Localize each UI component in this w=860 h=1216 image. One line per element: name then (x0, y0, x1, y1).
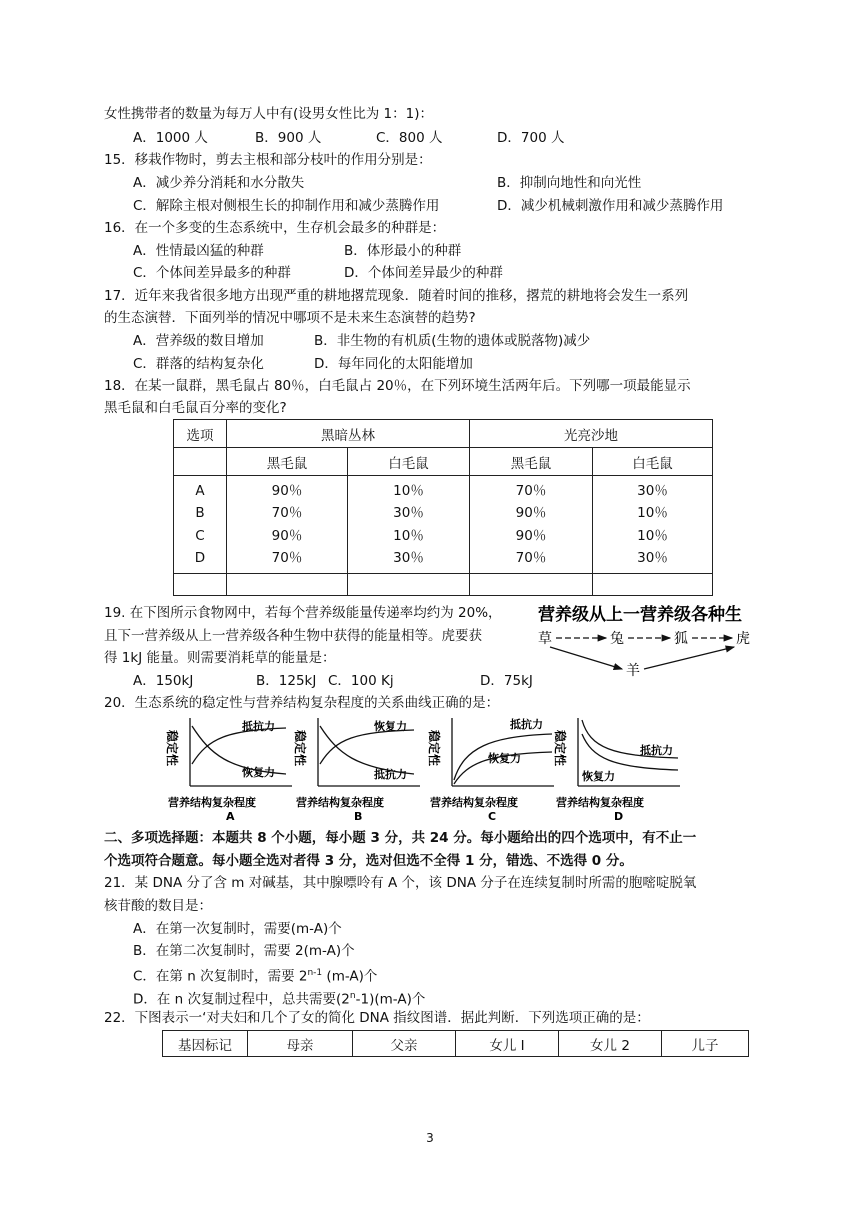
cell-value: 30％ (393, 505, 424, 521)
q21-stem-line1: 21．某 DNA 分了含 m 对碱基，其中腺嘌呤有 A 个，该 DNA 分子在连续复制时所需的胞嘧啶脱氧 (104, 875, 697, 891)
node-rabbit: 兔 (610, 631, 624, 647)
food-web-caption: 营养级从上一营养级各种生 (538, 605, 742, 625)
node-fox: 狐 (674, 631, 688, 647)
x-axis-label: 营养结构复杂程度 (168, 796, 256, 809)
table-cell: 父亲 (353, 1031, 456, 1057)
q18-stem-line1: 18．在某一鼠群，黑毛鼠占 80％，白毛鼠占 20％，在下列环境生活两年后。下列哪一项最能显示 (104, 378, 691, 394)
q17-option-d: D．每年同化的太阳能增加 (314, 356, 473, 372)
graph-a (165, 714, 294, 824)
q15-stem: 15．移栽作物时，剪去主根和部分枝叶的作用分别是： (104, 152, 432, 168)
cell-value: 70％ (515, 482, 547, 499)
q19-option-d: D．75kJ (480, 673, 533, 689)
table-header-dark-forest: 黑暗丛林 (227, 420, 470, 448)
y-axis-label-char: 稳定性 (293, 730, 307, 767)
table-header-white-mouse: 白毛鼠 (593, 448, 713, 476)
food-web-diagram (536, 603, 760, 683)
row-option: B (195, 505, 205, 521)
cell-value: 30％ (637, 550, 668, 566)
q17-stem-line1: 17．近年来我省很多地方出现严重的耕地撂荒现象．随着时间的推移，撂荒的耕地将会发生一系列 (104, 288, 689, 304)
recover-label: 恢复力 (242, 766, 275, 779)
q19-stem-line3: 得 1kJ 能量。则需要消耗草的能量是： (104, 650, 336, 666)
cell-value: 70％ (271, 505, 303, 521)
cell-value: 90％ (271, 527, 303, 544)
section2-heading-line1: 二、多项选择题：本题共 8 个小题，每小题 3 分，共 24 分。每小题给出的四个选项中，有不止一 (104, 830, 697, 846)
q21-option-a: A．在第一次复制时，需要(m-A)个 (133, 921, 342, 937)
table-cell: 女儿 I (456, 1031, 559, 1057)
graph-letter: C (488, 810, 497, 823)
arrow-sheep-tiger (644, 647, 734, 669)
recover-label: 恢复力 (488, 752, 521, 765)
graph-b (293, 714, 422, 824)
table-header-black-mouse: 黑毛鼠 (470, 448, 593, 476)
q16-stem: 16．在一个多变的生态系统中，生存机会最多的种群是： (104, 220, 446, 236)
graph-d (553, 714, 682, 824)
q17-option-a: A．营养级的数目增加 (133, 333, 264, 349)
q21-option-d: D．在 n 次复制过程中，总共需要(2$^n$-1)(m-A)个 (133, 991, 426, 1008)
q15-option-c: C．解除主根对侧根生长的抑制作用和减少蒸腾作用 (133, 198, 440, 214)
node-grass: 草 (538, 631, 552, 647)
curve-resist (320, 726, 414, 774)
table-row (174, 476, 713, 574)
recover-label: 恢复力 (582, 770, 615, 783)
table-cell: 儿子 (662, 1031, 749, 1057)
resist-label: 抵抗力 (510, 718, 543, 731)
cell-value: 30％ (637, 482, 668, 499)
q15-option-b: B．抑制向地性和向光性 (497, 175, 642, 191)
graph-letter: D (614, 810, 624, 823)
table-header-white-mouse: 白毛鼠 (348, 448, 470, 476)
x-axis-label: 营养结构复杂程度 (430, 796, 518, 809)
q14-option-d: D．700 人 (497, 130, 565, 146)
table-header-black-mouse: 黑毛鼠 (227, 448, 348, 476)
y-axis-label-char: 稳定性 (553, 730, 567, 767)
cell-value: 10％ (637, 527, 668, 544)
cell-value: 90％ (515, 505, 547, 521)
curve-resist (192, 728, 286, 764)
recover-label: 恢复力 (374, 720, 407, 733)
x-axis-label: 营养结构复杂程度 (296, 796, 384, 809)
graph-letter: B (354, 810, 363, 823)
cell-value: 30％ (393, 550, 424, 566)
y-axis-label-char: 稳定性 (165, 730, 179, 767)
q17-option-c: C．群落的结构复杂化 (133, 356, 264, 372)
row-option: D (194, 550, 206, 566)
cell-value: 10％ (393, 482, 424, 499)
q20-stem: 20．生态系统的稳定性与营养结构复杂程度的关系曲线正确的是： (104, 695, 500, 711)
q18-stem-line2: 黑毛鼠和白毛鼠百分率的变化? (104, 400, 287, 416)
q15-option-d: D．减少机械刺激作用和减少蒸腾作用 (497, 198, 724, 214)
q14-option-a: A．1000 人 (133, 130, 208, 146)
cell-value: 90％ (515, 527, 547, 544)
q14-option-b: B．900 人 (255, 130, 322, 146)
resist-label: 抵抗力 (640, 744, 673, 757)
q19-stem-line1: 19. 在下图所示食物网中，若每个营养级能量传递率均约为 20%， (104, 605, 502, 621)
q16-option-a: A．性情最凶猛的种群 (133, 243, 264, 259)
q16-option-b: B．体形最小的种群 (344, 243, 462, 259)
q16-option-c: C．个体间差异最多的种群 (133, 265, 291, 281)
table-empty-cell (174, 448, 227, 476)
page-number: 3 (426, 1131, 434, 1145)
table-header-option: 选项 (174, 420, 227, 448)
row-option: A (195, 482, 205, 499)
q22-stem: 22．下图表示一‘对夫妇和几个了女的简化 DNA 指纹图谱．据此判断．下列选项正确的是： (104, 1010, 650, 1026)
q14-option-c: C．800 人 (376, 130, 443, 146)
q21-stem-line2: 核苷酸的数目是： (104, 898, 212, 914)
q21-option-b: B．在第二次复制时，需要 2(m-A)个 (133, 943, 355, 959)
curve-recover (454, 752, 552, 784)
table-cell: 母亲 (248, 1031, 353, 1057)
q18-table (173, 419, 713, 596)
table-header-bright-sand: 光亮沙地 (470, 420, 713, 448)
q17-option-b: B．非生物的有机质(生物的遗体或脱落物)减少 (314, 333, 591, 349)
cell-value: 10％ (393, 527, 424, 544)
q22-dna-table-header (162, 1030, 749, 1057)
q17-stem-line2: 的生态演替．下面列举的情况中哪项不是未来生态演替的趋势? (104, 310, 476, 326)
q14-stem-continued: 女性携带者的数量为每万人中有(设男女性比为 1：1)： (104, 106, 434, 122)
q21-option-c: C．在第 n 次复制时，需要 2$^{n-1}$ (m-A)个 (133, 968, 378, 985)
node-sheep: 羊 (626, 663, 640, 679)
q19-option-a: A．150kJ (133, 673, 194, 689)
row-option: C (195, 527, 205, 544)
graph-c (427, 714, 556, 824)
resist-label: 抵抗力 (242, 720, 275, 733)
q19-stem-line2: 且下一营养级从上一营养级各种生物中获得的能量相等。虎要获 (104, 628, 482, 644)
q15-option-a: A．减少养分消耗和水分散失 (133, 175, 305, 191)
section2-heading-line2: 个选项符合题意。每小题全选对者得 3 分，选对但选不全得 1 分，错选、不选得 0 分。 (104, 853, 633, 869)
cell-value: 90％ (271, 482, 303, 499)
q19-option-c: C．100 Kj (328, 673, 394, 689)
q19-option-b: B．125kJ (256, 673, 317, 689)
table-cell: 女儿 2 (559, 1031, 662, 1057)
cell-value: 70％ (515, 550, 547, 566)
x-axis-label: 营养结构复杂程度 (556, 796, 644, 809)
node-tiger: 虎 (736, 631, 750, 647)
cell-value: 70％ (271, 550, 303, 566)
resist-label: 抵抗力 (374, 768, 407, 781)
arrow-grass-sheep (550, 647, 622, 669)
curve-recover (320, 730, 414, 764)
table-cell: 基因标记 (163, 1031, 248, 1057)
graph-letter: A (226, 810, 235, 823)
y-axis-label-char: 稳定性 (427, 730, 441, 767)
q16-option-d: D．个体间差异最少的种群 (344, 265, 503, 281)
cell-value: 10％ (637, 505, 668, 521)
